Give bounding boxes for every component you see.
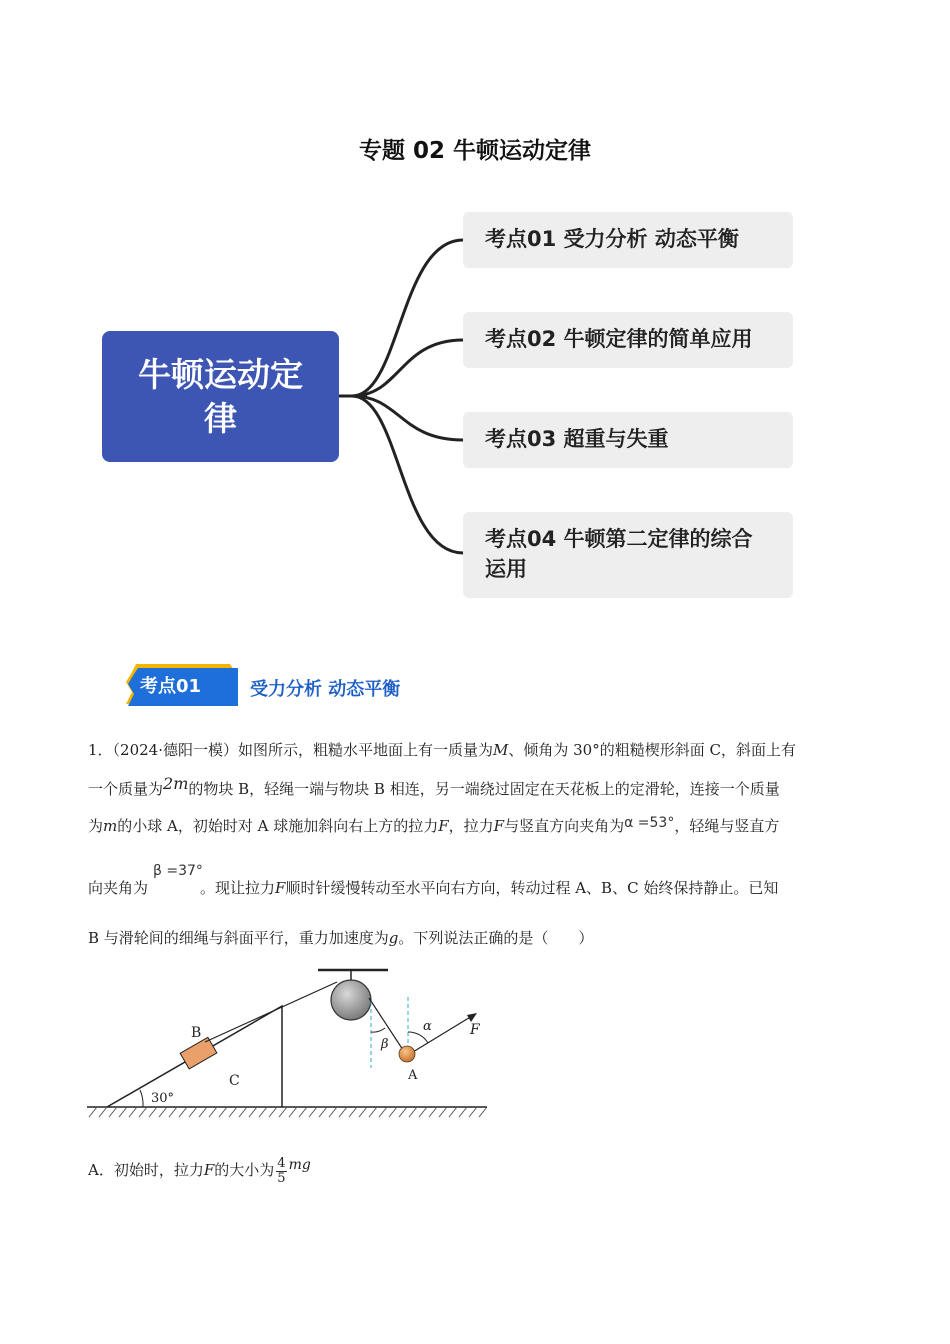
label-alpha: α xyxy=(423,1019,432,1034)
section-title: 受力分析 动态平衡 xyxy=(250,679,401,700)
label-A: A xyxy=(408,1068,418,1083)
mindmap-root-label: 牛顿运动定律 xyxy=(138,354,303,438)
question-line-3: 为m的小球 A，初始时对 A 球施加斜向右上方的拉力F，拉力F与竖直方向夹角为α =53°，轻绳与竖直方 xyxy=(88,815,780,835)
label-C: C xyxy=(229,1073,240,1089)
mindmap-root xyxy=(102,331,339,462)
question-line-4: 向夹角为 。现让拉力F顺时针缓慢转动至水平向右方向，转动过程 A、B、C 始终保持静止。已知 xyxy=(88,879,779,897)
mindmap-node-1: 考点01 受力分析 动态平衡 xyxy=(463,212,793,268)
label-angle: 30° xyxy=(151,1091,175,1106)
fraction: $\frac{4}{5}$ xyxy=(277,1155,286,1186)
mindmap-node-3: 考点03 超重与失重 xyxy=(463,412,793,468)
option-a: A．初始时，拉力F的大小为 $\frac{4}{5}$ mg xyxy=(88,1155,311,1186)
beta-value: β =37° xyxy=(153,863,203,879)
label-beta: β xyxy=(381,1037,389,1052)
section-badge-label: 考点01 xyxy=(140,676,202,697)
question-line-1: 1．（2024·德阳一模）如图所示，粗糙水平地面上有一质量为M、倾角为 30°的粗糙楔形斜面 C，斜面上有 xyxy=(88,741,796,759)
question-line-2: 一个质量为2m的物块 B，轻绳一端与物块 B 相连，另一端绕过固定在天花板上的定滑轮，连接一个质量 xyxy=(88,774,780,798)
mindmap-node-2: 考点02 牛顿定律的简单应用 xyxy=(463,312,793,368)
label-B: B xyxy=(191,1025,202,1041)
label-F: F xyxy=(470,1022,480,1038)
question-line-5: B 与滑轮间的细绳与斜面平行，重力加速度为g。下列说法正确的是（ ） xyxy=(88,929,594,947)
page-title: 专题 02 牛顿运动定律 xyxy=(358,138,592,164)
physics-figure xyxy=(85,962,495,1124)
mindmap-node-4: 考点04 牛顿第二定律的综合运用 xyxy=(463,512,793,598)
